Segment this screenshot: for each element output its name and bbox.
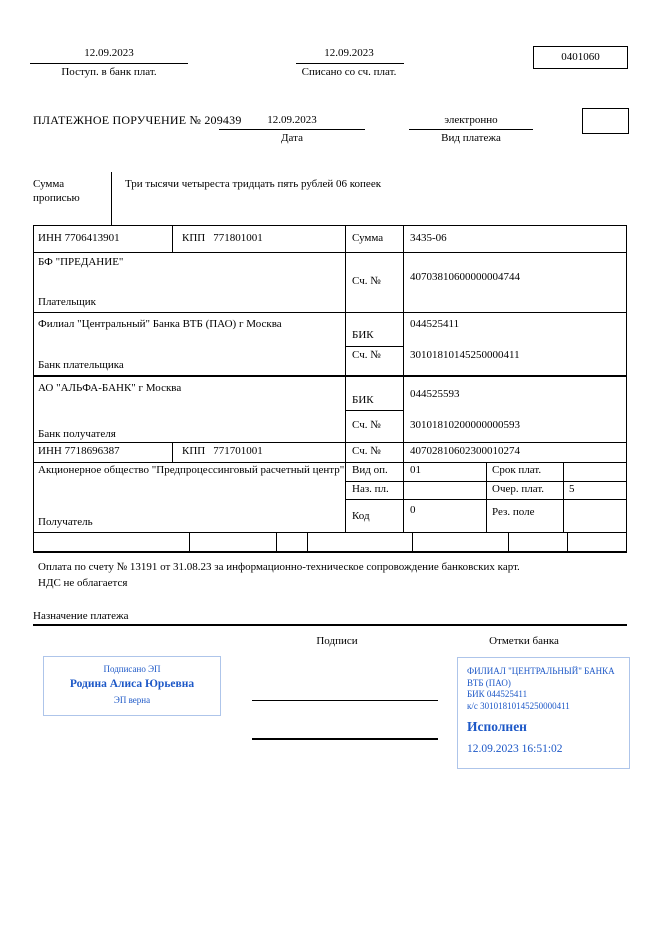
debited-underline (296, 63, 404, 64)
table-line (33, 375, 627, 377)
table-line (33, 312, 627, 313)
payer-inn (38, 232, 120, 245)
doc-date: 12.09.2023 (267, 114, 317, 126)
payer-bank-bik: 044525411 (410, 318, 460, 330)
op-type-label: Вид оп. (352, 464, 388, 476)
signature-stamp-line-3: ЭП верна (113, 695, 151, 705)
table-line (172, 225, 173, 252)
purpose-line-1: Оплата по счету № 13191 от 31.08.23 за информационно-техническое сопровождение банковских карт. (38, 561, 520, 573)
table-line (345, 346, 403, 347)
table-line (33, 551, 627, 553)
amount-value: 3435-06 (410, 232, 447, 244)
table-line (345, 410, 403, 411)
payment-kind-label: Вид платежа (441, 132, 501, 144)
payee-account: 40702810602300010274 (410, 445, 520, 457)
bank-stamp-status: Исполнен (467, 719, 527, 734)
amount-words-label-2: прописью (33, 192, 80, 204)
payer-account-label: Сч. № (352, 275, 381, 287)
payee-inn (38, 445, 120, 458)
table-line (486, 462, 487, 532)
table-line (276, 532, 277, 552)
amount-words-value: Три тысячи четыреста тридцать пять рублей 06 копеек (125, 178, 382, 190)
payee-kpp (182, 445, 263, 458)
signer-name: Родина Алиса Юрьевна (69, 678, 195, 690)
table-line (412, 532, 413, 552)
table-border-right (626, 225, 627, 552)
code-value: 0 (410, 504, 416, 516)
payee-kpp-value: 771701001 (213, 445, 263, 457)
priority-label: Очер. плат. (492, 483, 545, 495)
signature-stamp-line-1: Подписано ЭП (103, 664, 161, 674)
table-line (33, 225, 627, 226)
payee-bank-account-label: Сч. № (352, 419, 381, 431)
payer-kpp (182, 232, 263, 245)
payee-bank-bik-label: БИК (352, 394, 374, 406)
signature-line-2 (252, 738, 438, 740)
payer-inn-value: 7706413901 (64, 232, 120, 244)
table-line (403, 225, 404, 532)
received-label: Поступ. в банк плат. (61, 66, 157, 78)
doc-date-label: Дата (281, 132, 303, 144)
payer-section-label: Плательщик (38, 296, 96, 308)
payer-name: БФ "ПРЕДАНИЕ" (38, 256, 124, 268)
table-line (345, 225, 346, 532)
purpose-section-label: Назначение платежа (33, 610, 129, 622)
table-line (307, 532, 308, 552)
payer-bank-section-label: Банк плательщика (38, 359, 124, 371)
table-line (189, 532, 190, 552)
bank-stamp-line-3: БИК 044525411 (467, 689, 528, 699)
table-line (33, 252, 627, 253)
payer-kpp-label: КПП (182, 232, 206, 244)
payee-bank-section-label: Банк получателя (38, 428, 116, 440)
received-date: 12.09.2023 (84, 47, 134, 59)
amount-label: Сумма (352, 232, 384, 244)
payee-account-label: Сч. № (352, 445, 381, 457)
page-title: ПЛАТЕЖНОЕ ПОРУЧЕНИЕ № 209439 (33, 113, 242, 127)
payee-inn-value: 7718696387 (64, 445, 120, 457)
priority-value: 5 (569, 483, 575, 495)
signatures-header: Подписи (316, 635, 358, 647)
payment-kind: электронно (444, 114, 498, 126)
payee-bank-bik: 044525593 (410, 388, 460, 400)
amount-words-label-1: Сумма (33, 178, 65, 190)
bank-stamp-line-4: к/с 30101810145250000411 (467, 700, 570, 711)
table-line (33, 442, 627, 443)
debited-date: 12.09.2023 (324, 47, 374, 59)
bank-stamp-line-1: ФИЛИАЛ "ЦЕНТРАЛЬНЫЙ" БАНКА (467, 666, 615, 676)
purpose-code-label: Наз. пл. (352, 483, 389, 495)
payer-bank-account: 30101810145250000411 (410, 349, 520, 361)
payee-bank-account: 30101810200000000593 (410, 419, 520, 431)
payer-inn-label: ИНН (38, 232, 62, 244)
table-line (33, 532, 627, 533)
kind-underline (409, 129, 533, 130)
code-label: Код (352, 510, 370, 522)
payee-kpp-label: КПП (182, 445, 206, 457)
bank-marks-header: Отметки банка (489, 635, 559, 647)
table-line (567, 532, 568, 552)
payer-account: 40703810600000004744 (410, 271, 520, 283)
payee-inn-label: ИНН (38, 445, 62, 457)
payer-bank-name: Филиал "Центральный" Банка ВТБ (ПАО) г Москва (38, 318, 282, 330)
purpose-underline (33, 624, 627, 626)
form-code-box (533, 46, 628, 69)
debited-label: Списано со сч. плат. (301, 66, 397, 78)
amount-words-divider (111, 172, 112, 225)
table-line (563, 462, 564, 532)
form-code: 0401060 (561, 51, 600, 63)
table-border-left (33, 225, 34, 552)
table-line (508, 532, 509, 552)
table-line (33, 462, 627, 463)
purpose-line-2: НДС не облагается (38, 577, 128, 589)
date-underline (219, 129, 365, 130)
bank-stamp-line-2: ВТБ (ПАО) (467, 677, 511, 688)
payee-name: Акционерное общество "Предпроцессинговый расчетный центр" (38, 464, 345, 476)
term-label: Срок плат. (492, 464, 542, 476)
op-type-value: 01 (410, 464, 421, 476)
payee-section-label: Получатель (38, 516, 93, 528)
payer-bank-bik-label: БИК (352, 329, 374, 341)
signature-line-1 (252, 700, 438, 701)
received-underline (30, 63, 188, 64)
bank-stamp (457, 657, 630, 769)
payee-bank-name: АО "АЛЬФА-БАНК" г Москва (38, 382, 182, 394)
payer-bank-account-label: Сч. № (352, 349, 381, 361)
table-line (172, 442, 173, 462)
res-field-label: Рез. поле (492, 506, 535, 518)
payer-kpp-value: 771801001 (213, 232, 263, 244)
signature-stamp (43, 656, 221, 716)
bank-stamp-datetime: 12.09.2023 16:51:02 (467, 743, 563, 755)
status-checkbox (582, 108, 629, 134)
